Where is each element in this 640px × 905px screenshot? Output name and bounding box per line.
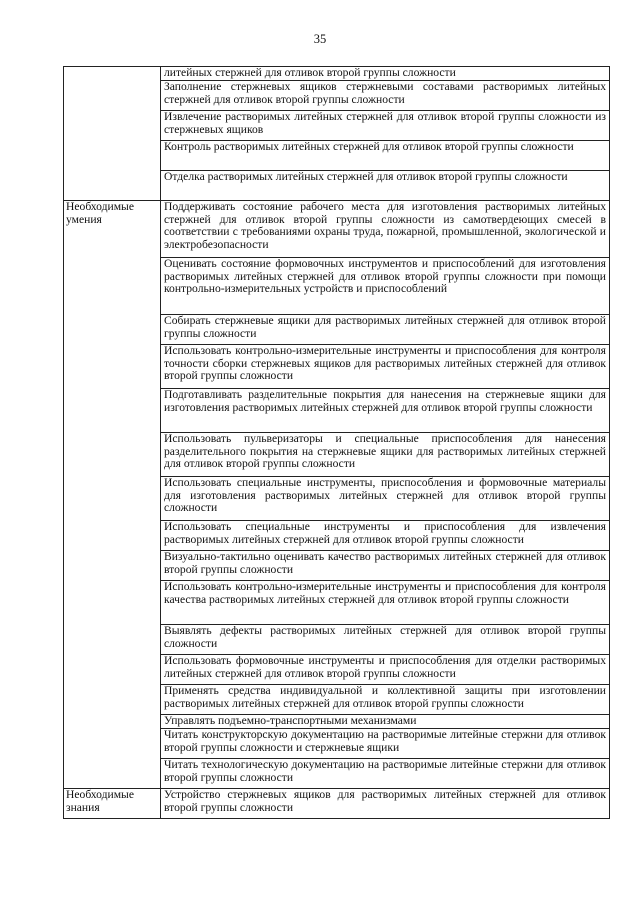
table-cell: Контроль растворимых литейных стержней для отливок второй группы сложности <box>161 140 610 170</box>
row-label <box>64 67 161 201</box>
table-row <box>64 788 610 818</box>
knowledge-label: Необходимые знания <box>64 788 161 818</box>
table-cell: Оценивать состояние формовочных инструментов и приспособлений для изготовления растворимых литейных стержней для отливок второй группы сложности при помощи контрольно-измерительных устройств и приспособлений <box>161 257 610 314</box>
table-cell: Заполнение стержневых ящиков стержневыми составами растворимых литейных стержней для отливок второй группы сложности <box>161 80 610 110</box>
page-number: 35 <box>313 32 327 46</box>
table-cell: литейных стержней для отливок второй группы сложности <box>161 67 610 81</box>
table-row <box>64 67 610 81</box>
competency-table <box>63 66 610 819</box>
table-cell: Извлечение растворимых литейных стержней для отливок второй группы сложности из стержневых ящиков <box>161 110 610 140</box>
table-cell: Визуально-тактильно оценивать качество растворимых литейных стержней для отливок второй группы сложности <box>161 550 610 580</box>
table-cell: Собирать стержневые ящики для растворимых литейных стержней для отливок второй группы сложности <box>161 314 610 344</box>
table-cell: Использовать контрольно-измерительные инструменты и приспособления для контроля точности сборки стержневых ящиков для растворимых литейных стержней для отливок второй группы сложности <box>161 344 610 388</box>
table-cell: Использовать специальные инструменты, приспособления и формовочные материалы для изготовления растворимых литейных стержней для отливок второй группы сложности <box>161 476 610 520</box>
table-cell: Подготавливать разделительные покрытия для нанесения на стержневые ящики для изготовления растворимых литейных стержней для отливок второй группы сложности <box>161 388 610 432</box>
table-cell: Отделка растворимых литейных стержней для отливок второй группы сложности <box>161 170 610 200</box>
table-cell: Поддерживать состояние рабочего места для изготовления растворимых литейных стержней для отливок второй группы сложности из самотвердеющих смесей в соответствии с требованиями охраны труда, пожарной, промышленной, экологической и электробезопасности <box>161 200 610 257</box>
table-cell: Использовать контрольно-измерительные инструменты и приспособления для контроля качества растворимых литейных стержней для отливок второй группы сложности <box>161 580 610 624</box>
table-cell: Применять средства индивидуальной и коллективной защиты при изготовлении растворимых литейных стержней для отливок второй группы сложности <box>161 684 610 714</box>
skills-label: Необходимые умения <box>64 200 161 788</box>
table-cell: Использовать формовочные инструменты и приспособления для отделки растворимых литейных стержней для отливок второй группы сложности <box>161 654 610 684</box>
table-cell: Использовать пульверизаторы и специальные приспособления для нанесения разделительного покрытия на стержневые ящики для растворимых литейных стержней для отливок второй группы сложности <box>161 432 610 476</box>
table-cell: Выявлять дефекты растворимых литейных стержней для отливок второй группы сложности <box>161 624 610 654</box>
table-cell: Использовать специальные инструменты и приспособления для извлечения растворимых литейных стержней для отливок второй группы сложности <box>161 520 610 550</box>
table-cell: Читать конструкторскую документацию на растворимые литейные стержни для отливок второй группы сложности и стержневые ящики <box>161 728 610 758</box>
table-cell: Устройство стержневых ящиков для растворимых литейных стержней для отливок второй группы сложности <box>161 788 610 818</box>
table-row <box>64 200 610 257</box>
table-cell: Читать технологическую документацию на растворимые литейные стержни для отливок второй группы сложности <box>161 758 610 788</box>
table-cell: Управлять подъемно-транспортными механизмами <box>161 714 610 728</box>
